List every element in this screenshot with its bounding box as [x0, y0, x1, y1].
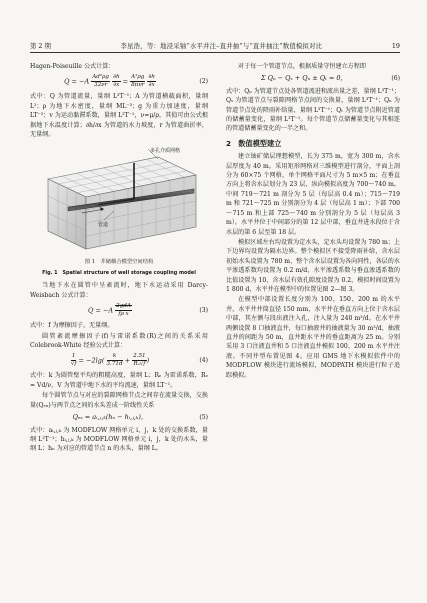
figure-label-grid: 多孔介质网格	[150, 148, 181, 155]
page-number: 19	[391, 42, 400, 50]
paragraph-roughness: 式中：k 为圆管壁平均的粗糙高度，量纲 L；Rₑ 为雷诺系数，Rₑ = Vd/ν，V 为管道中地下水的平均流速，量纲 LT⁻¹。	[30, 372, 208, 389]
figure-1-caption-en: Fig. 1 Spatial structure of well storage coupling model	[42, 270, 196, 277]
left-column	[30, 62, 208, 455]
paragraph-eq6-definitions: 式中：Qₚ 为管道节点处各管道流进和流出量之差，量纲 L³T⁻¹；Qₛ 为管道节点与裂隙网格节点间的交换量，量纲 L³T⁻¹；Qₙ 为管道节点处的降雨补给量，量纲 L³T⁻¹；Qₜ 为管道节点附近管道的储蓄量变化，量纲 L³T⁻¹。每个管道节点储蓄量变化与其相连的管道储蓄量变化的一半之和。	[226, 87, 400, 133]
paragraph-hagen: Hagen-Poiseuille 公式计算：	[30, 63, 115, 70]
equation-6-formula: Σ Qₚ − Qₛ + Qₙ ± Qₜ = 0，	[261, 74, 347, 83]
running-title: 李星浩，等：地浸采铀“水平井注–直井抽”与“直井抽注”数值模拟对比	[120, 42, 323, 50]
equation-4	[30, 353, 208, 368]
equation-3	[30, 303, 208, 318]
paragraph-exchange: 每个圆管节点与对应的裂隙网格节点之间存在流量交换，交换量(Qₑₓ)与两节点之间的水头差成一阶线性关系	[30, 392, 208, 409]
equation-3-formula: Q = −A $\frac{\text{2gdA}}{\text{fρ x}}$	[88, 303, 131, 318]
equation-5-formula: Qₑₓ = aᵢ,ⱼ,ₖ(hₙ − hᵢ,ⱼ,ₖ)，	[72, 413, 148, 422]
paragraph-mass-balance: 对于每一个管道节点，根据质量守恒建立方程即	[238, 63, 366, 70]
right-column	[226, 62, 400, 381]
equation-6	[226, 74, 400, 83]
figure-label-pipe: 管道	[98, 222, 109, 229]
equation-5	[30, 413, 208, 422]
equation-2-formula: Q = −A $\frac{\text{Ad²ρg}}{32\nu r}$ $\frac{\partial h}{\partial x}$ = $\frac{\text{A²ρg}}{\text{8πνr}}$ $\frac{\partial h}{\partial x}$	[64, 74, 155, 89]
paragraph-model-setup: 建立铀矿储层理想模型，长为 375 m，宽为 300 m，含水层厚度为 40 m。采用矩形网格对三维模型进行剖分，平面上剖分为 60×75 个网格，单个网格平面尺寸为 5 m×5 m；在垂直方向上将含水层划分为 23 层，纵向模拟高度为 700～740 m。中间 719～721 m 剖分为 5 层（每层高 0.4 m）；715～719 m 和 721～725 m 分别剖分为 4 层（每层高 1 m）；下部 700～715 m 和上部 725～740 m 分别剖分为 5 层（每层高 3 m），水平井位于中间部分的第 12 层中部，垂直井进水段位于含水层的第 6 层至第 18 层。	[226, 153, 400, 236]
well-storage-model-diagram	[38, 145, 203, 257]
paragraph-exchange-definitions: 式中：aᵢ,ⱼ,ₖ 为 MODFLOW 网格单元 i，j，k 处的交换系数，量纲 L²T⁻¹；hᵢ,ⱼ,ₖ 为 MODFLOW 网格单元 i，j，k 处的水头，量纲 L；hₙ 为对应的管道节点 n 的水头，量纲 L。	[30, 426, 208, 453]
paragraph-darcy-intro: 当地下水在圆管中呈紊流时，地下水运动采用 Darcy-Weisbach 公式计算：	[30, 282, 208, 299]
paragraph-friction: 式中：f 为摩擦因子，无量纲。	[30, 322, 114, 330]
figure-1	[30, 145, 208, 257]
equation-5-number: (5)	[199, 414, 208, 422]
equation-4-number: (4)	[199, 357, 208, 365]
section-heading-2: 2 数值模型建立	[226, 138, 282, 148]
header-rule	[30, 52, 400, 53]
equation-2-number: (2)	[199, 78, 208, 86]
issue-number: 第 2 期	[30, 42, 51, 50]
equation-6-number: (6)	[391, 75, 400, 83]
running-header	[30, 38, 400, 50]
equation-3-number: (3)	[199, 307, 208, 315]
figure-1-caption-cn: 图 1 井储耦合模型空间结构	[84, 259, 154, 266]
equation-4-formula: $\frac{1}{√f}$ = −2lg( $\frac{k}{3.71d}$ + $\frac{2.51}{\text{Rₑ√f}}$ )	[70, 353, 150, 368]
paragraph-eq2-definitions: 式中：Q 为管道流量，量纲 L³T⁻¹；A 为管道横截面积，量纲 L²；ρ 为地下水密度，量纲 ML⁻³；g 为重力加速度，量纲 LT⁻²；v 为运动黏滞系数，量纲 L²T⁻¹，ν=μ/ρ，其值可由公式根据地下水温度计算；∂h/∂x 为管道的水力坡度，r 为管道曲折率，无量纲。	[30, 93, 208, 139]
equation-2	[30, 74, 208, 89]
paragraph-well-layout: 在模型中部设置长度分别为 100、150、200 m 的水平井，水平井井筒直径 150 mm，水平井在垂直方向上位于含水层中部，其左侧与段出液注入孔，注入量为 240 m³/d。在水平井两侧设置 8 口抽液直井，每口抽液井的抽液量为 30 m³/d，抽液直井的间距为 50 m，直井距水平井的垂直距离为 25 m。分别采用 3 口注液直井和 5 口注液直井模拟 100、200 m 水平井注液。不同井型布置见图 4。应用 GMS 地下水模拟软件中的 MODFLOW 模块进行流场模拟，MODPATH 模块进行粒子追踪模拟。	[226, 296, 400, 379]
paragraph-boundary-conditions: 模拟区域左右均设置为定水头，定水头均设置为 780 m；上下边界均设置为隔水边界。整个模拟区不接受降雨补给，含水层初始水头设置为 780 m，整个含水层设置为各向同性，各层的水平渗透系数均设置为 0.2 m/d，水平渗透系数与垂直渗透系数的比值设置为 10，含水层有效孔隙度设置为 0.2，模拟时间设置为 1 800 d，水平井在模型中的位置见图 2—图 3。	[226, 238, 400, 293]
paragraph-colebrook: 圆管紊流摩擦因子(f)与雷诺系数(R)之间的关系采用 Colebrook-White 经验公式计算：	[30, 332, 208, 350]
